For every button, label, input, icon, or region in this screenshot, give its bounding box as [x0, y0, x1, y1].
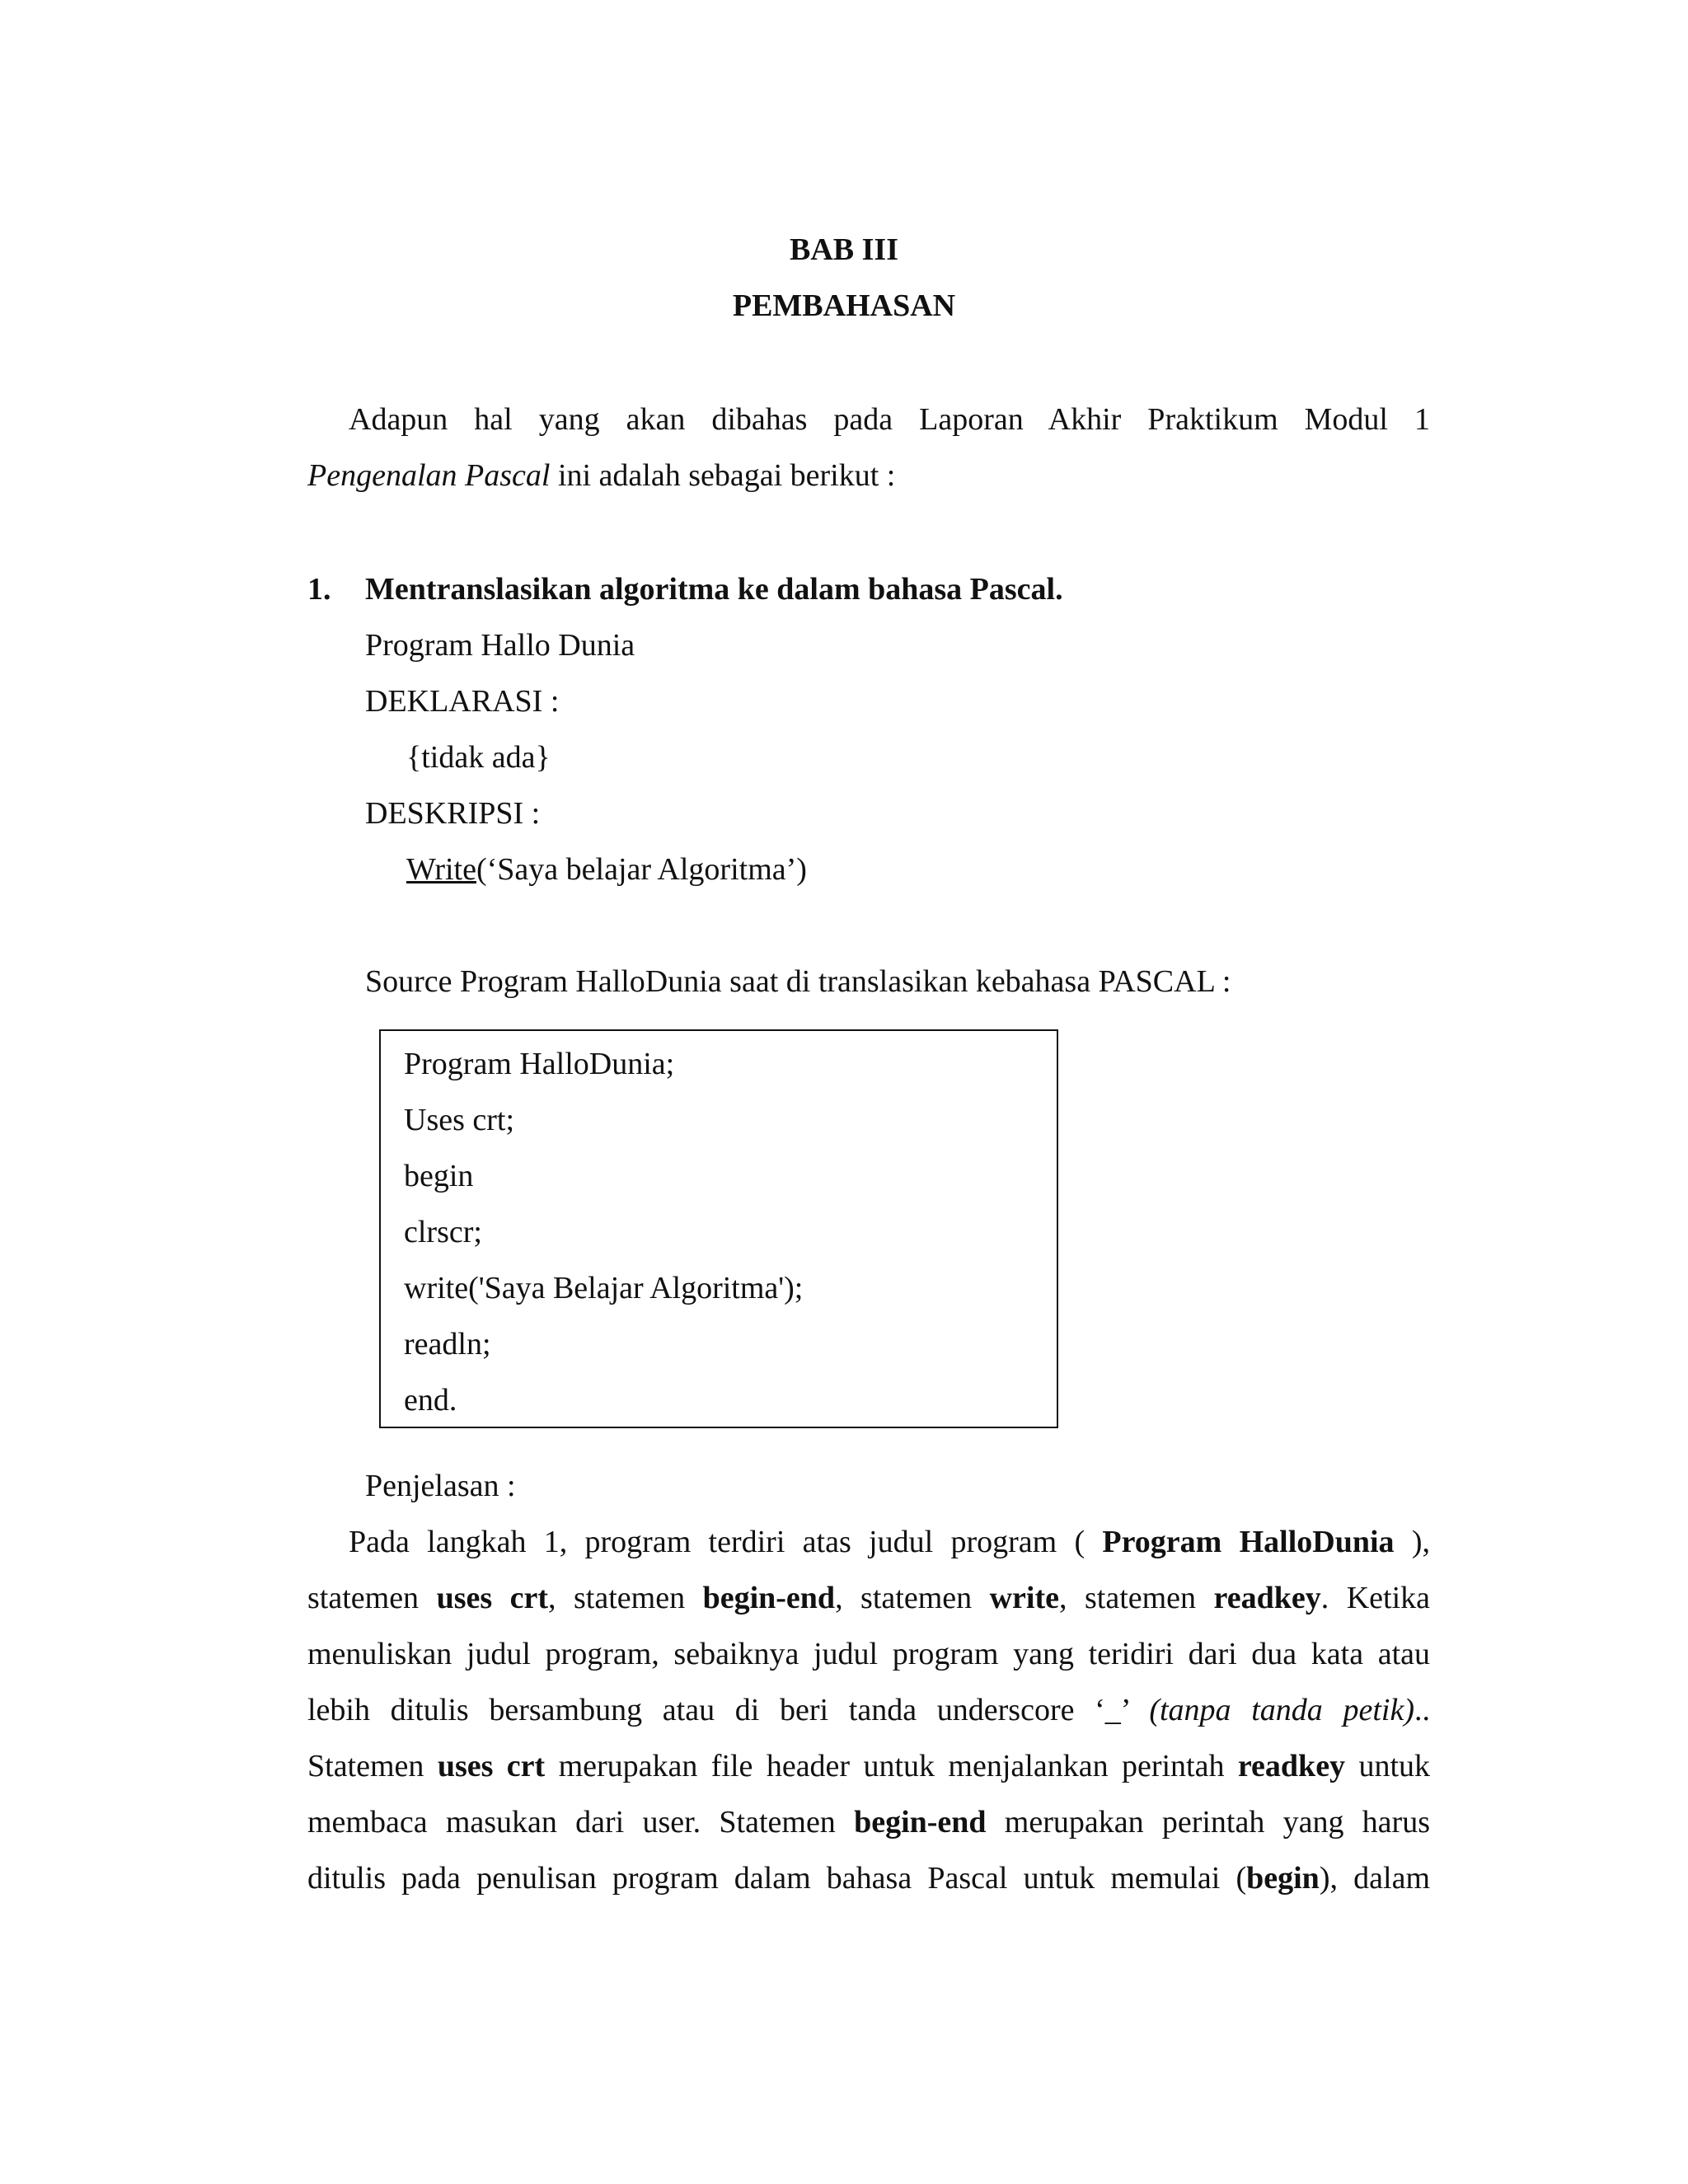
section-title: Mentranslasikan algoritma ke dalam bahasa Pascal.	[365, 572, 1063, 607]
algorithm-write-statement: Write(‘Saya belajar Algoritma’)	[406, 852, 807, 887]
penjelasan-label: Penjelasan :	[365, 1469, 516, 1503]
code-line: Program HalloDunia;	[404, 1047, 675, 1081]
section-number: 1.	[307, 572, 331, 607]
algorithm-program-line: Program Hallo Dunia	[365, 628, 635, 663]
algorithm-deskripsi: DESKRIPSI :	[365, 796, 541, 831]
code-line: readln;	[404, 1327, 491, 1361]
code-line: begin	[404, 1159, 474, 1193]
chapter-heading: BAB III	[790, 232, 898, 267]
algorithm-deklarasi-body: {tidak ada}	[406, 740, 551, 775]
code-line: Uses crt;	[404, 1103, 515, 1137]
paragraph-line-1: Pada langkah 1, program terdiri atas judul program ( Program HalloDunia ),	[349, 1525, 1430, 1559]
code-line: write('Saya Belajar Algoritma');	[404, 1271, 804, 1305]
paragraph-line-2: statemen uses crt, statemen begin-end, statemen write, statemen readkey. Ketika	[307, 1581, 1431, 1615]
intro-line-1: Adapun hal yang akan dibahas pada Laporan Akhir Praktikum Modul 1	[349, 402, 1430, 437]
write-keyword: Write	[406, 852, 476, 887]
paragraph-line-5: Statemen uses crt merupakan file header untuk menjalankan perintah readkey untuk	[307, 1749, 1431, 1783]
paragraph-line-3: menuliskan judul program, sebaiknya judul program yang teridiri dari dua kata atau	[307, 1637, 1430, 1671]
source-caption: Source Program HalloDunia saat di translasikan kebahasa PASCAL :	[365, 964, 1231, 999]
code-line: clrscr;	[404, 1215, 482, 1249]
intro-line-2: Pengenalan Pascal ini adalah sebagai berikut :	[307, 458, 896, 493]
algorithm-deklarasi: DEKLARASI :	[365, 684, 560, 719]
code-line: end.	[404, 1383, 457, 1418]
intro-italic-term: Pengenalan Pascal	[307, 458, 551, 493]
code-box	[379, 1029, 1058, 1428]
paragraph-line-6: membaca masukan dari user. Statemen begin-end merupakan perintah yang harus	[307, 1805, 1430, 1840]
paragraph-line-4: lebih ditulis bersambung atau di beri tanda underscore ‘_’ (tanpa tanda petik)..	[307, 1693, 1430, 1727]
chapter-title: PEMBAHASAN	[732, 288, 956, 323]
paragraph-line-7: ditulis pada penulisan program dalam bahasa Pascal untuk memulai (begin), dalam	[307, 1861, 1430, 1896]
